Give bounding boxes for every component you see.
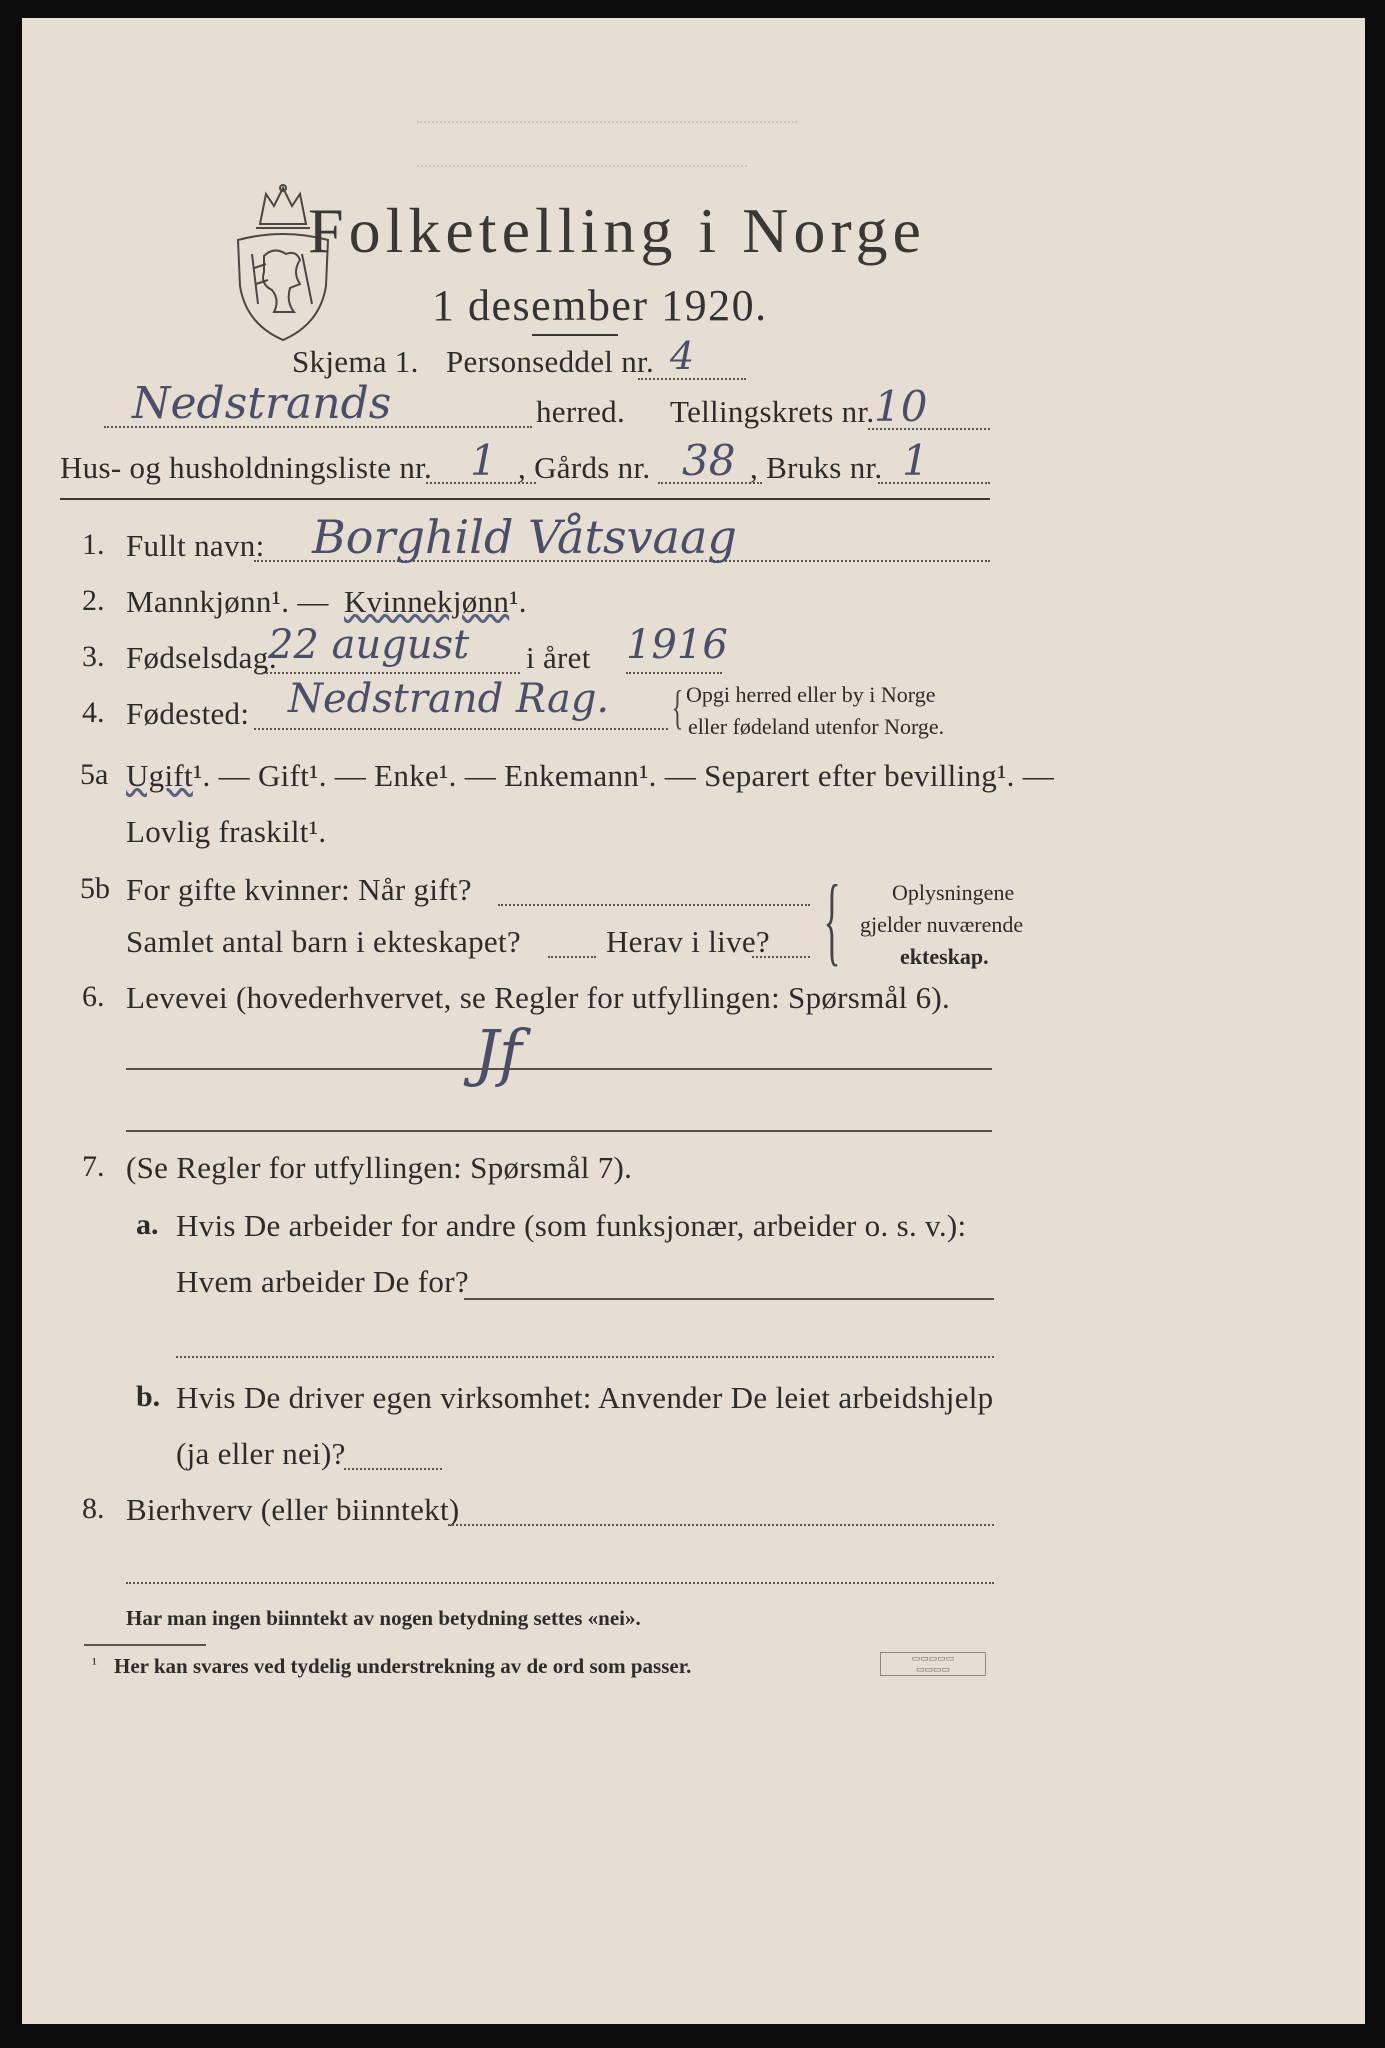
q5b-label1: For gifte kvinner: Når gift? xyxy=(126,872,472,907)
skjema-label: Skjema 1. xyxy=(292,344,419,379)
q6-value: Jf xyxy=(474,1016,522,1089)
q6-answer-line2 xyxy=(126,1130,992,1132)
q5b-label2: Samlet antal barn i ekteskapet? xyxy=(126,924,521,959)
q5b-brace: { xyxy=(823,864,841,975)
q4-label: Fødested: xyxy=(126,696,250,731)
q5b-note-line2: gjelder nuværende xyxy=(860,912,1024,937)
q3-number: 3. xyxy=(82,640,105,673)
q5b-when-married-line xyxy=(498,904,810,906)
q5b-note-line3: ekteskap. xyxy=(900,944,989,969)
no-income-note: Har man ingen biinntekt av nogen betydning settes «nei». xyxy=(126,1606,641,1630)
q5b-children-line xyxy=(548,956,596,958)
q2-female-footnote-mark: ¹. xyxy=(509,584,527,619)
q7-number: 7. xyxy=(82,1150,105,1183)
q8-label: Bierhverv (eller biinntekt) xyxy=(126,1492,460,1527)
personseddel-label: Personseddel nr. xyxy=(446,344,654,379)
q4-brace: { xyxy=(671,681,684,734)
footnote-text: Her kan svares ved tydelig understrekning av de ord som passer. xyxy=(114,1654,692,1678)
tellingskrets-value: 10 xyxy=(874,382,928,431)
q3-year-value: 1916 xyxy=(626,622,728,668)
q2-female-option xyxy=(344,584,527,620)
bruks-label: , Bruks nr. xyxy=(750,450,883,485)
tellingskrets-label: Tellingskrets nr. xyxy=(670,394,875,429)
q2-female-label: Kvinnekjønn xyxy=(344,584,510,619)
husliste-label: Hus- og husholdningsliste nr. xyxy=(60,450,433,485)
q7a-label2: Hvem arbeider De for? xyxy=(176,1264,469,1299)
q5a-ugift-option: Ugift xyxy=(126,758,193,793)
bleed-through-mark xyxy=(417,165,747,167)
herred-value: Nedstrands xyxy=(132,378,392,429)
q5b-note-line1: Oplysningene xyxy=(892,880,1015,905)
q7a-label1: Hvis De arbeider for andre (som funksjonær, arbeider o. s. v.): xyxy=(176,1208,967,1243)
q2-male-option: Mannkjønn¹. — xyxy=(126,584,329,619)
q8-answer-line xyxy=(448,1524,994,1526)
q5b-label3: Herav i live? xyxy=(606,924,770,959)
herred-label: herred. xyxy=(536,394,626,429)
footnote-divider xyxy=(84,1644,206,1646)
form-title: Folketelling i Norge xyxy=(308,195,926,266)
personseddel-line xyxy=(638,378,746,380)
q1-label: Fullt navn: xyxy=(126,528,265,563)
q5a-number: 5a xyxy=(80,758,109,791)
q8-answer-line2 xyxy=(126,1582,994,1584)
printer-stamp-icon: ▭▭▭▭▭ ▭▭▭▭ xyxy=(880,1652,986,1676)
q7b-label1: Hvis De driver egen virksomhet: Anvender De leiet arbeidshjelp xyxy=(176,1380,994,1415)
q6-label: Levevei (hovederhvervet, se Regler for utfyllingen: Spørsmål 6). xyxy=(126,980,951,1015)
q5b-alive-line xyxy=(752,956,810,958)
q7b-label2: (ja eller nei)? xyxy=(176,1436,346,1471)
q3-date-line xyxy=(262,672,520,674)
q4-line xyxy=(254,728,668,730)
title-divider xyxy=(532,334,618,336)
bleed-through-mark xyxy=(417,121,797,123)
gards-label: , Gårds nr. xyxy=(518,450,651,485)
q5a-other-options: ¹. — Gift¹. — Enke¹. — Enkemann¹. — Separert efter bevilling¹. — xyxy=(192,758,1055,793)
header-divider xyxy=(60,498,990,500)
q3-year-line xyxy=(626,672,722,674)
q4-number: 4. xyxy=(82,696,105,729)
q3-value: 22 august xyxy=(268,622,470,668)
q7b-letter: b. xyxy=(136,1380,161,1413)
q8-number: 8. xyxy=(82,1492,105,1525)
q6-number: 6. xyxy=(82,980,105,1013)
q6-answer-line1 xyxy=(126,1068,992,1070)
personseddel-value: 4 xyxy=(670,334,695,378)
footnote-mark: ¹ xyxy=(92,1656,97,1673)
q7a-letter: a. xyxy=(136,1208,159,1241)
q7-label: (Se Regler for utfyllingen: Spørsmål 7). xyxy=(126,1150,633,1185)
q5a-line2: Lovlig fraskilt¹. xyxy=(126,814,327,849)
q1-number: 1. xyxy=(82,528,105,561)
q3-year-label: i året xyxy=(526,640,591,675)
gards-value: 38 xyxy=(682,436,736,485)
q4-note-line1: Opgi herred eller by i Norge xyxy=(686,682,936,707)
q7a-answer-line2 xyxy=(176,1356,994,1358)
q5a-options xyxy=(126,758,1054,794)
census-form-sheet xyxy=(22,18,1365,2024)
husliste-value: 1 xyxy=(470,436,497,485)
q7a-answer-line1 xyxy=(464,1298,994,1300)
q1-value: Borghild Våtsvaag xyxy=(312,510,737,564)
bruks-line xyxy=(878,482,990,484)
bruks-value: 1 xyxy=(902,436,929,485)
q2-number: 2. xyxy=(82,584,105,617)
q7b-answer-line xyxy=(344,1468,442,1470)
q4-value: Nedstrand Rag. xyxy=(288,676,610,722)
q5b-number: 5b xyxy=(80,872,110,905)
q4-note-line2: eller fødeland utenfor Norge. xyxy=(688,714,945,739)
census-date: 1 desember 1920. xyxy=(432,281,768,330)
q3-label: Fødselsdag: xyxy=(126,640,278,675)
